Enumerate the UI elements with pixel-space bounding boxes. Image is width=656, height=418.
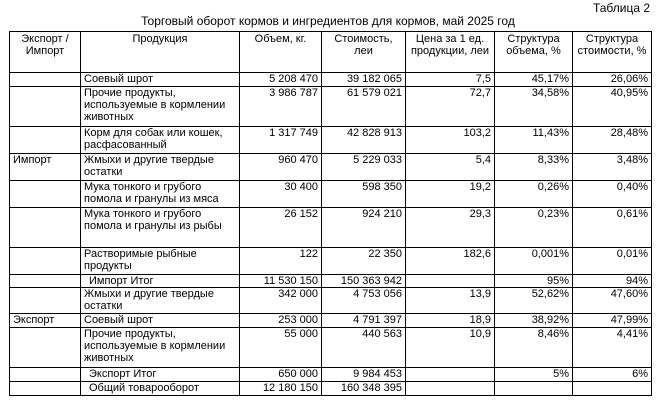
volume-share-cell: 38,92%	[495, 314, 573, 328]
volume-share-cell: 0,26%	[495, 181, 573, 208]
cost-share-cell: 47,99%	[573, 314, 652, 328]
empty-cell	[495, 382, 573, 396]
header-cell: Экспорт / Импорт	[10, 32, 81, 73]
price-cell: 72,7	[406, 87, 495, 127]
cost-share-cell: 40,95%	[573, 87, 652, 127]
group-cell	[10, 208, 81, 248]
group-cell	[10, 127, 81, 154]
header-cell: Структура объема, %	[495, 32, 573, 73]
volume-cell: 5 208 470	[240, 73, 322, 87]
group-label-export: Экспорт	[10, 314, 81, 328]
price-cell: 182,6	[406, 248, 495, 275]
table-row	[10, 314, 652, 328]
table-row	[10, 208, 652, 248]
cost-cell: 39 182 065	[322, 73, 406, 87]
cost-share-cell: 4,41%	[573, 328, 652, 368]
cost-share-cell: 0,61%	[573, 208, 652, 248]
price-cell: 18,9	[406, 314, 495, 328]
volume-share-cell: 52,62%	[495, 288, 573, 314]
cost-cell: 22 350	[322, 248, 406, 275]
import-total-volume: 11 530 150	[240, 275, 322, 288]
cost-share-cell: 0,40%	[573, 181, 652, 208]
product-cell: Соевый шрот	[81, 73, 240, 87]
cost-cell: 4 791 397	[322, 314, 406, 328]
table-row	[10, 127, 652, 154]
product-cell: Соевый шрот	[81, 314, 240, 328]
volume-cell: 122	[240, 248, 322, 275]
group-cell	[10, 328, 81, 368]
header-cell: Цена за 1 ед. продукции, леи	[406, 32, 495, 73]
table-row	[10, 154, 652, 181]
volume-cell: 253 000	[240, 314, 322, 328]
volume-cell: 3 986 787	[240, 87, 322, 127]
import-total-cost: 150 363 942	[322, 275, 406, 288]
export-total-volume-share: 5%	[495, 368, 573, 382]
export-total-cost: 9 984 453	[322, 368, 406, 382]
price-cell: 10,9	[406, 328, 495, 368]
cost-cell: 924 210	[322, 208, 406, 248]
import-total-label: Импорт Итог	[81, 275, 240, 288]
group-label-import: Импорт	[10, 154, 81, 181]
group-cell	[10, 87, 81, 127]
cost-share-cell: 3,48%	[573, 154, 652, 181]
cost-cell: 5 229 033	[322, 154, 406, 181]
group-cell	[10, 73, 81, 87]
cost-share-cell: 47,60%	[573, 288, 652, 314]
cost-cell: 4 753 056	[322, 288, 406, 314]
group-cell	[10, 248, 81, 275]
import-total-volume-share: 95%	[495, 275, 573, 288]
product-cell: Мука тонкого и грубого помола и гранулы из мяса	[81, 181, 240, 208]
volume-share-cell: 0,001%	[495, 248, 573, 275]
volume-cell: 342 000	[240, 288, 322, 314]
empty-cell	[573, 382, 652, 396]
volume-share-cell: 8,46%	[495, 328, 573, 368]
table-row	[10, 288, 652, 314]
product-cell: Корм для собак или кошек, расфасованный	[81, 127, 240, 154]
product-cell: Прочие продукты, используемые в кормлении животных	[81, 328, 240, 368]
volume-share-cell: 34,58%	[495, 87, 573, 127]
product-cell: Жмыхи и другие твердые остатки	[81, 154, 240, 181]
price-cell: 103,2	[406, 127, 495, 154]
table-row	[10, 328, 652, 368]
volume-share-cell: 45,17%	[495, 73, 573, 87]
price-cell: 29,3	[406, 208, 495, 248]
product-cell: Растворимые рыбные продукты	[81, 248, 240, 275]
volume-cell: 960 470	[240, 154, 322, 181]
table-row	[10, 181, 652, 208]
export-total-row	[10, 368, 652, 382]
grand-total-row	[10, 382, 652, 396]
group-cell	[10, 275, 81, 288]
volume-cell: 30 400	[240, 181, 322, 208]
table-row	[10, 248, 652, 275]
volume-cell: 26 152	[240, 208, 322, 248]
export-total-cost-share: 6%	[573, 368, 652, 382]
grand-total-cost: 160 348 395	[322, 382, 406, 396]
cost-share-cell: 26,06%	[573, 73, 652, 87]
header-cell: Структура стоимости, %	[573, 32, 652, 73]
volume-share-cell: 8,33%	[495, 154, 573, 181]
trade-table	[9, 31, 652, 396]
table-row	[10, 73, 652, 87]
empty-cell	[406, 368, 495, 382]
price-cell: 19,2	[406, 181, 495, 208]
cost-cell: 42 828 913	[322, 127, 406, 154]
volume-cell: 55 000	[240, 328, 322, 368]
price-cell: 13,9	[406, 288, 495, 314]
import-total-cost-share: 94%	[573, 275, 652, 288]
header-cell: Объем, кг.	[240, 32, 322, 73]
cost-cell: 598 350	[322, 181, 406, 208]
table-title: Торговый оборот кормов и ингредиентов для кормов, май 2025 год	[141, 14, 515, 28]
export-total-volume: 650 000	[240, 368, 322, 382]
price-cell: 7,5	[406, 73, 495, 87]
export-total-label: Экспорт Итог	[81, 368, 240, 382]
group-cell	[10, 181, 81, 208]
cost-cell: 440 563	[322, 328, 406, 368]
volume-share-cell: 0,23%	[495, 208, 573, 248]
volume-share-cell: 11,43%	[495, 127, 573, 154]
product-cell: Жмыхи и другие твердые остатки	[81, 288, 240, 314]
empty-cell	[406, 275, 495, 288]
product-cell: Мука тонкого и грубого помола и гранулы из рыбы	[81, 208, 240, 248]
cost-share-cell: 0,01%	[573, 248, 652, 275]
price-cell: 5,4	[406, 154, 495, 181]
import-total-row	[10, 275, 652, 288]
empty-cell	[406, 382, 495, 396]
header-cell: Продукция	[81, 32, 240, 73]
cost-cell: 61 579 021	[322, 87, 406, 127]
grand-total-volume: 12 180 150	[240, 382, 322, 396]
header-row	[10, 32, 652, 73]
group-cell	[10, 368, 81, 382]
cost-share-cell: 28,48%	[573, 127, 652, 154]
grand-total-label: Общий товарооборот	[81, 382, 240, 396]
table-label: Таблица 2	[592, 1, 650, 15]
product-cell: Прочие продукты, используемые в кормлении животных	[81, 87, 240, 127]
volume-cell: 1 317 749	[240, 127, 322, 154]
header-cell: Стоимость, леи	[322, 32, 406, 73]
group-cell	[10, 382, 81, 396]
table-row	[10, 87, 652, 127]
group-cell	[10, 288, 81, 314]
